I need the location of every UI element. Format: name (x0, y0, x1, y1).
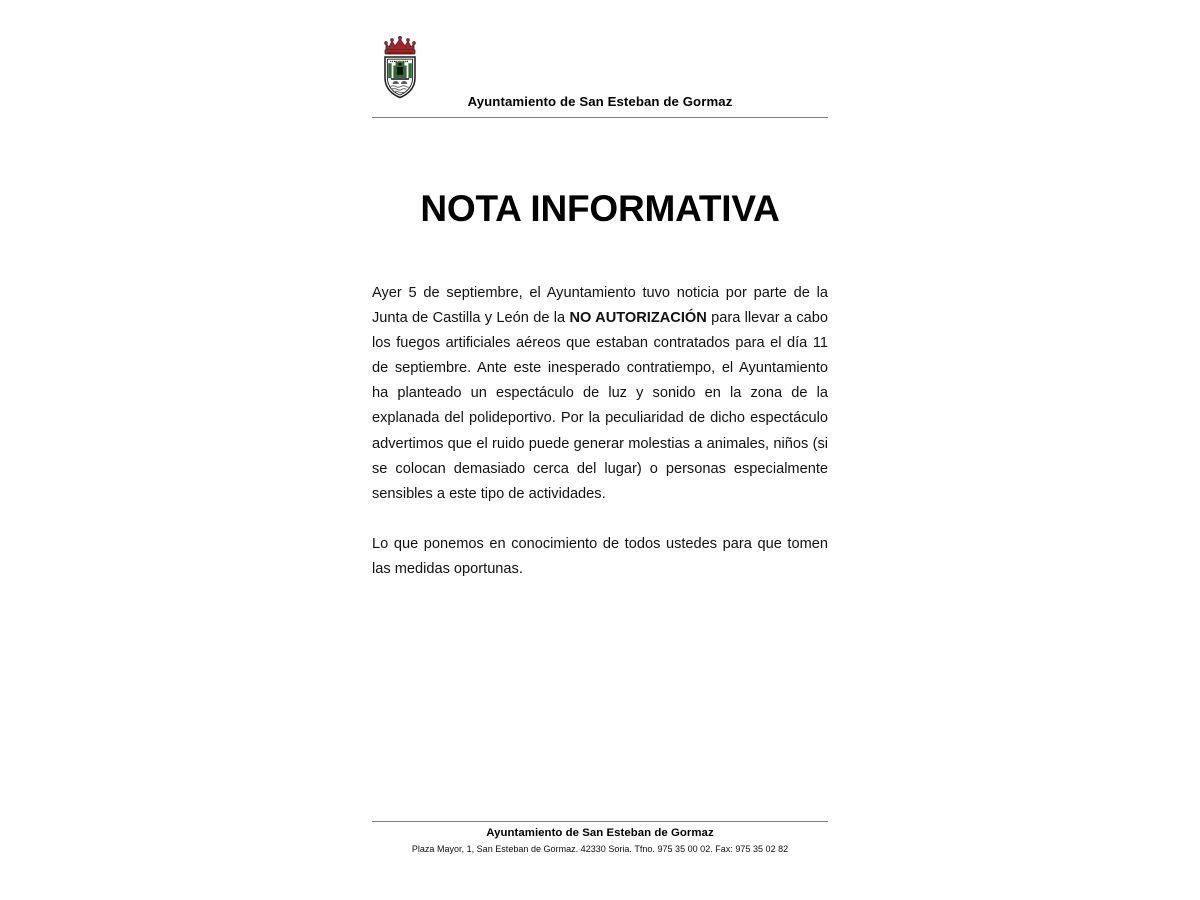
footer-divider-rule (372, 821, 828, 822)
page-title: NOTA INFORMATIVA (420, 188, 780, 229)
coat-of-arms-icon (378, 30, 422, 100)
header-organization-title: Ayuntamiento de San Esteban de Gormaz (467, 94, 733, 109)
page-footer (372, 826, 828, 856)
body-paragraph-1 (372, 281, 828, 507)
header-divider-rule (372, 117, 828, 118)
paragraph-1-prefix-text: Ayer 5 de septiembre, el Ayuntamiento tuvo noticia por parte de la Junta de Castilla y León de la (372, 285, 828, 327)
paragraph-1-emphasis-text: NO AUTORIZACIÓN (569, 310, 707, 327)
body-paragraph-2: Lo que ponemos en conocimiento de todos ustedes para que tomen las medidas oportunas. (372, 535, 828, 577)
page-header (372, 26, 828, 114)
paragraph-1-suffix-text: para llevar a cabo los fuegos artificiales aéreos que estaban contratados para el día 11 de septiembre. Ante este inesperado contratiempo, el Ayuntamiento ha planteado un espectáculo de luz y sonido en la zona de la explanada del polideportivo. Por la peculiaridad de dicho espectáculo advertimos que el ruido puede generar molestias a animales, niños (si se colocan demasiado cerca del lugar) o personas especialmente sensibles a este tipo de actividades. (372, 310, 828, 502)
document-body (372, 281, 828, 582)
footer-organization: Ayuntamiento de San Esteban de Gormaz (486, 827, 714, 839)
footer-address: Plaza Mayor, 1, San Esteban de Gormaz. 42330 Soria. Tfno. 975 35 00 02. Fax: 975 35 02 82 (411, 844, 789, 855)
